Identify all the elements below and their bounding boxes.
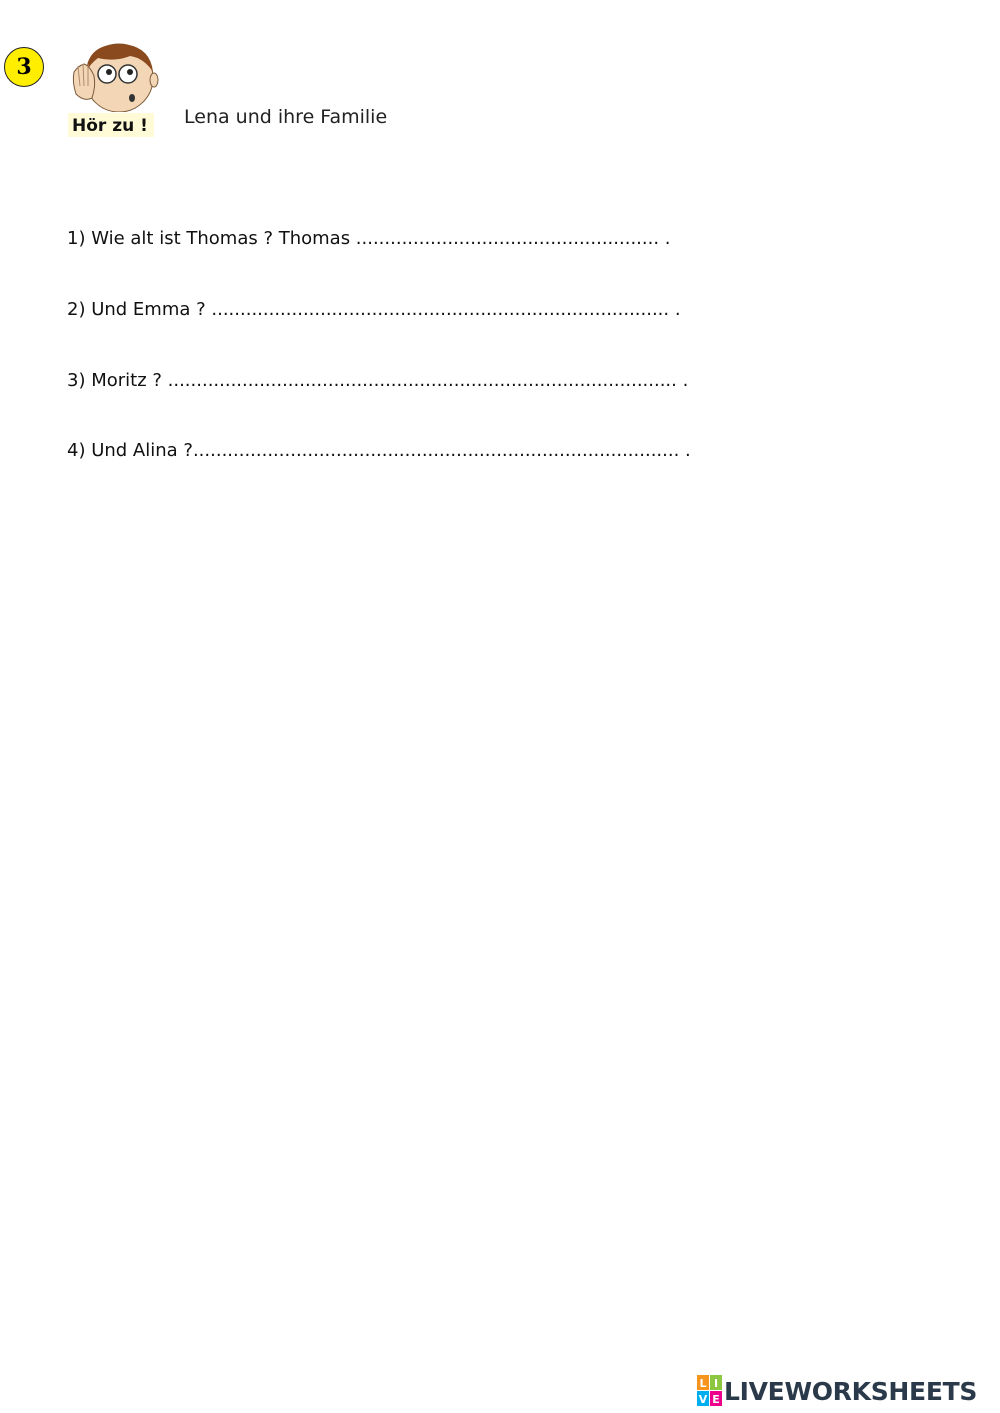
question-4: 4) Und Alina ?..................................................................................... . (67, 440, 691, 461)
question-2: 2) Und Emma ? ................................................................................ . (67, 299, 681, 320)
question-3: 3) Moritz ? ......................................................................................... . (67, 370, 689, 391)
logo-letter: V (698, 1393, 708, 1406)
listening-boy-icon (70, 42, 160, 112)
logo-letter: L (699, 1377, 707, 1390)
question-1: 1) Wie alt ist Thomas ? Thomas ..................................................... . (67, 228, 671, 249)
listen-label: Hör zu ! (68, 113, 154, 137)
logo-letter: I (713, 1377, 719, 1390)
exercise-title: Lena und ihre Familie (184, 106, 388, 128)
logo-letter: E (712, 1393, 720, 1406)
footer-brand (697, 1375, 977, 1407)
liveworksheets-logo-icon (697, 1375, 723, 1407)
exercise-number: 3 (16, 54, 32, 80)
exercise-number-badge (4, 47, 44, 87)
brand-name: LIVEWORKSHEETS (724, 1376, 978, 1406)
